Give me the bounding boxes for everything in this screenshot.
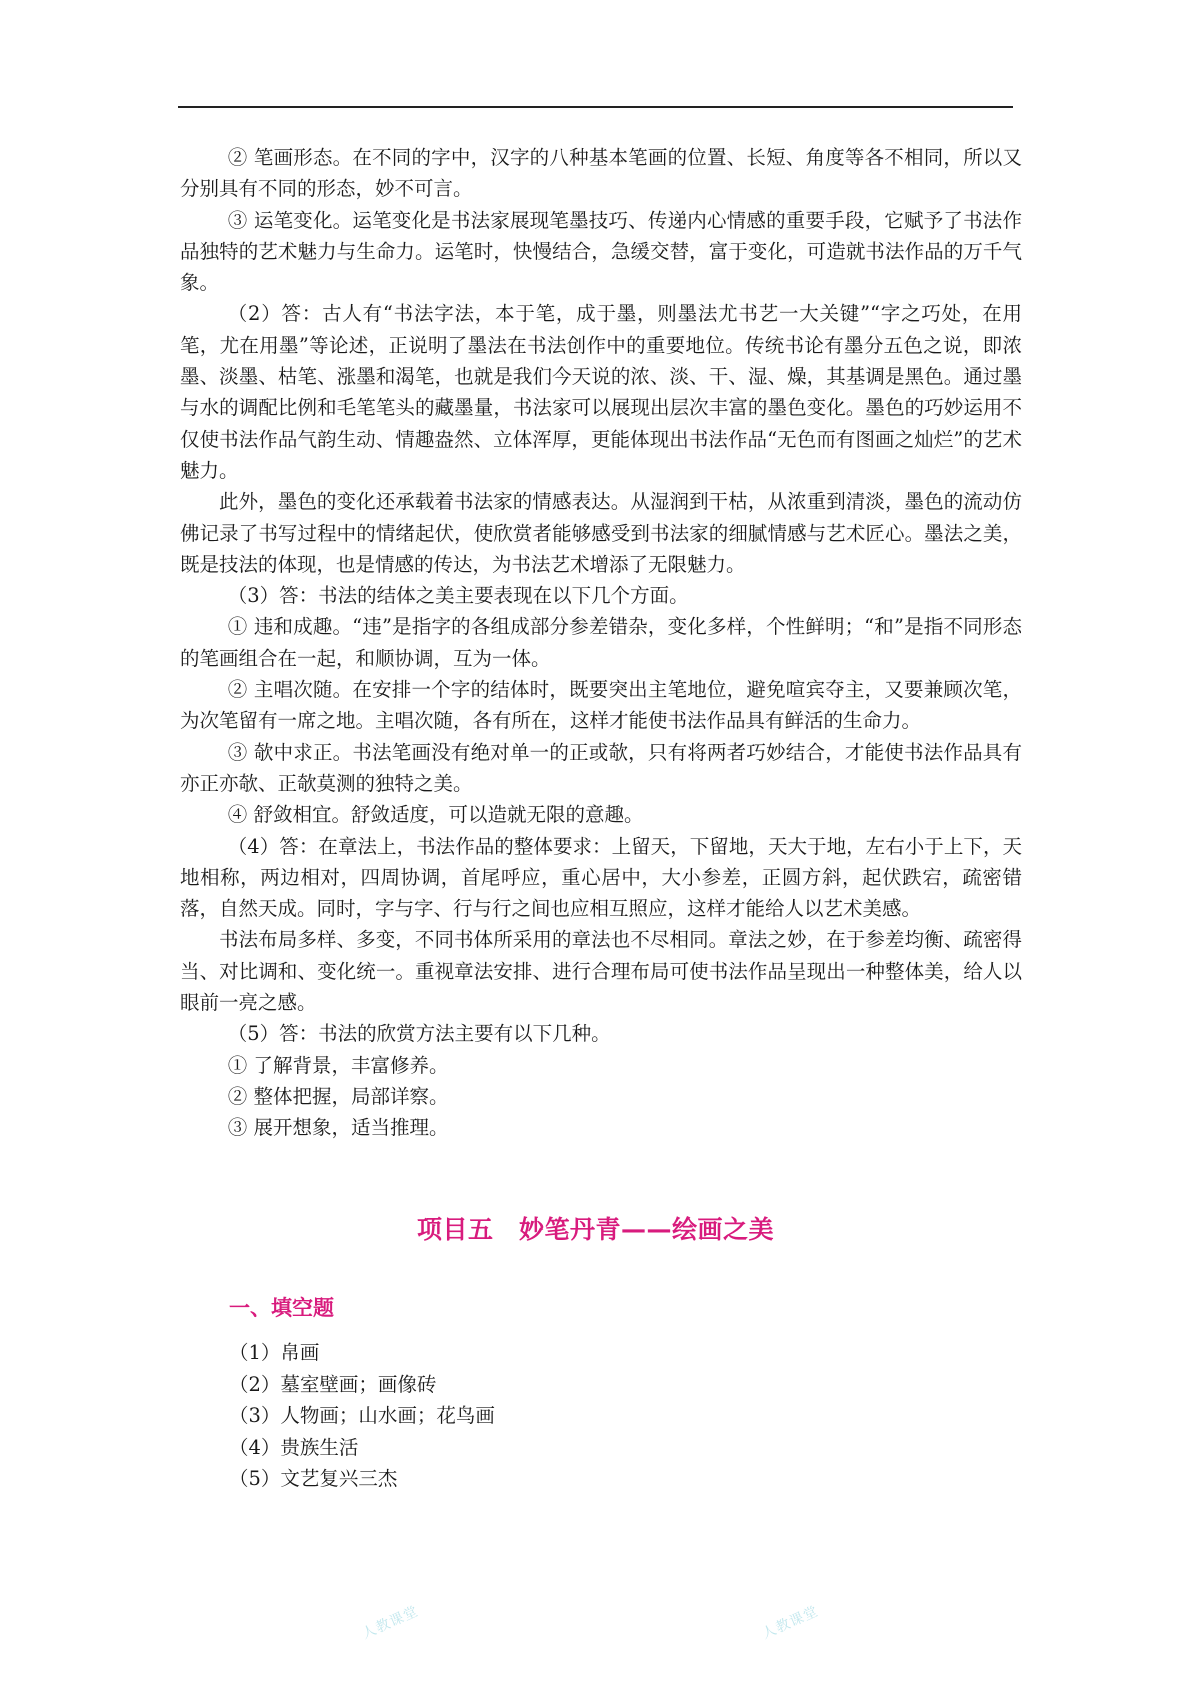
paragraph: ② 笔画形态。在不同的字中，汉字的八种基本笔画的位置、长短、角度等各不相同，所以又分别具有不同的形态，妙不可言。 xyxy=(180,146,1022,201)
watermark: 人教课堂 xyxy=(759,1603,822,1643)
header-rule xyxy=(178,106,1013,108)
answer-item: （2）墓室壁画；画像砖 xyxy=(229,1372,437,1396)
paragraph: ② 整体把握，局部详察。 xyxy=(227,1084,449,1108)
paragraph: 书法布局多样、多变，不同书体所采用的章法也不尽相同。章法之妙，在于参差均衡、疏密得当、对比调和、变化统一。重视章法安排、进行合理布局可使书法作品呈现出一种整体美，给人以眼前一亮之感。 xyxy=(180,928,1022,1015)
watermark: 人教课堂 xyxy=(359,1603,422,1643)
paragraph: ③ 展开想象，适当推理。 xyxy=(227,1116,449,1140)
answer-item: （4）贵族生活 xyxy=(229,1435,359,1459)
paragraph: ① 违和成趣。“违”是指字的各组成部分参差错杂，变化多样，个性鲜明；“和”是指不同形态的笔画组合在一起，和顺协调，互为一体。 xyxy=(180,615,1022,670)
paragraph: ① 了解背景，丰富修养。 xyxy=(227,1053,449,1077)
paragraph: （2）答：古人有“书法字法，本于笔，成于墨，则墨法尤书艺一大关键”“字之巧处，在用笔，尤在用墨”等论述，正说明了墨法在书法创作中的重要地位。传统书论有墨分五色之说，即浓墨、淡墨、枯笔、涨墨和渴笔，也就是我们今天说的浓、淡、干、湿、燥，其基调是黑色。通过墨与水的调配比例和毛笔笔头的藏墨量，书法家可以展现出层次丰富的墨色变化。墨色的巧妙运用不仅使书法作品气韵生动、情趣盎然、立体浑厚，更能体现出书法作品“无色而有图画之灿烂”的艺术魅力。 xyxy=(180,302,1022,482)
answer-item: （1）帛画 xyxy=(229,1341,320,1364)
paragraph: ③ 运笔变化。运笔变化是书法家展现笔墨技巧、传递内心情感的重要手段，它赋予了书法作品独特的艺术魅力与生命力。运笔时，快慢结合，急缓交替，富于变化，可造就书法作品的万千气象。 xyxy=(180,208,1022,295)
paragraph: ③ 欹中求正。书法笔画没有绝对单一的正或欹，只有将两者巧妙结合，才能使书法作品具有亦正亦欹、正欹莫测的独特之美。 xyxy=(180,740,1022,795)
body-text xyxy=(180,142,1022,1144)
answer-item: （3）人物画；山水画；花鸟画 xyxy=(229,1404,495,1427)
paragraph: （4）答：在章法上，书法作品的整体要求：上留天，下留地，天大于地，左右小于上下，天地相称，两边相对，四周协调，首尾呼应，重心居中，大小参差，正圆方斜，起伏跌宕，疏密错落，自然天成。同时，字与字、行与行之间也应相互照应，这样才能给人以艺术美感。 xyxy=(180,834,1022,921)
answer-item: （5）文艺复兴三杰 xyxy=(229,1467,398,1490)
paragraph: （3）答：书法的结体之美主要表现在以下几个方面。 xyxy=(227,584,689,608)
paragraph: （5）答：书法的欣赏方法主要有以下几种。 xyxy=(227,1022,611,1046)
paragraph: 此外，墨色的变化还承载着书法家的情感表达。从湿润到干枯，从浓重到清淡，墨色的流动仿佛记录了书写过程中的情绪起伏，使欣赏者能够感受到书法家的细腻情感与艺术匠心。墨法之美，既是技法的体现，也是情感的传达，为书法艺术增添了无限魅力。 xyxy=(180,490,1022,576)
section-title: 项目五 妙笔丹青——绘画之美 xyxy=(416,1215,774,1244)
paragraph: ② 主唱次随。在安排一个字的结体时，既要突出主笔地位，避免喧宾夺主，又要兼顾次笔，为次笔留有一席之地。主唱次随，各有所在，这样才能使书法作品具有鲜活的生命力。 xyxy=(180,678,1022,733)
paragraph: ④ 舒敛相宜。舒敛适度，可以造就无限的意趣。 xyxy=(227,803,644,827)
answer-list xyxy=(229,1337,495,1495)
section-subtitle: 一、填空题 xyxy=(229,1296,334,1320)
